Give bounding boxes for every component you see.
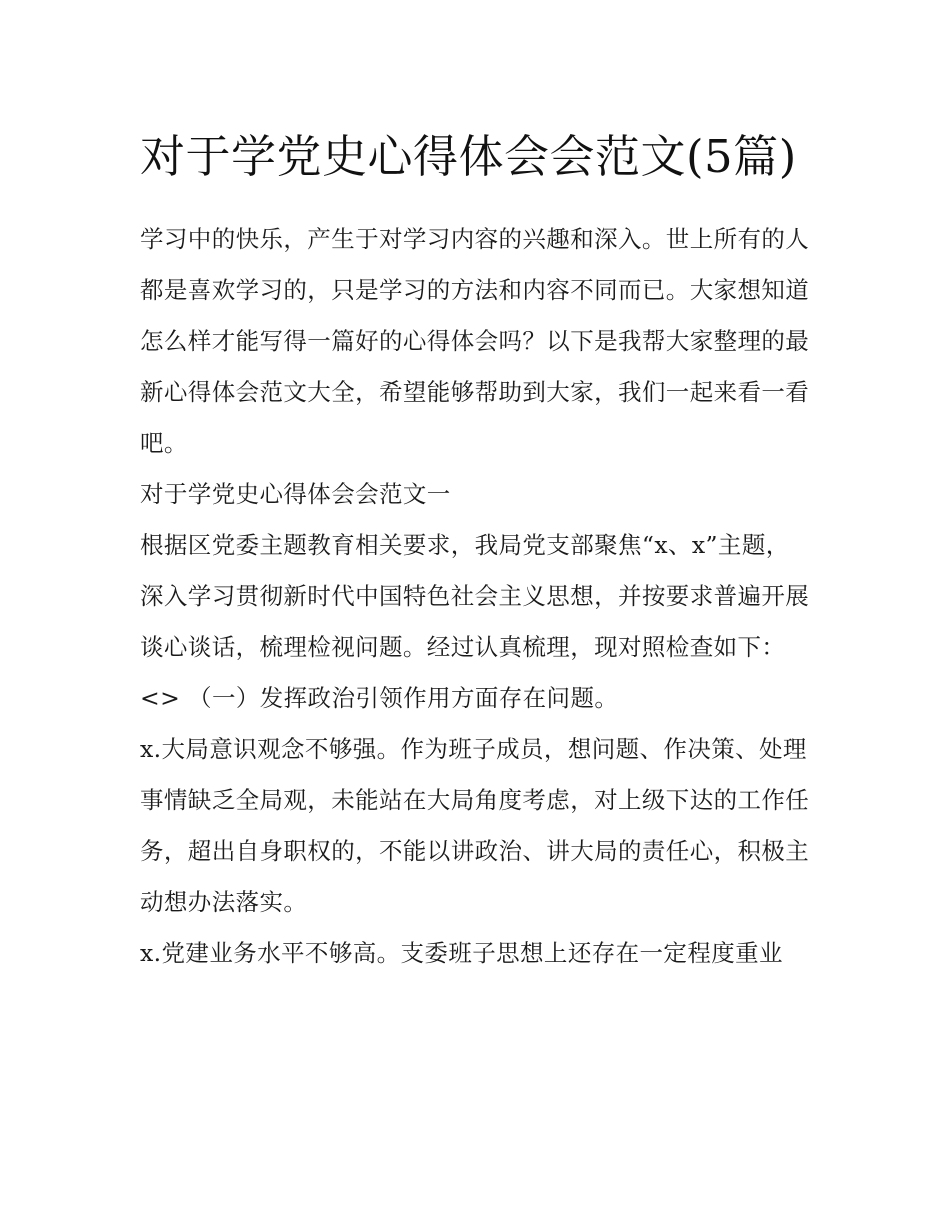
body-paragraph: x.大局意识观念不够强。作为班子成员，想问题、作决策、处理事情缺乏全局观，未能站在大局角度考虑，对上级下达的工作任务，超出自身职权的，不能以讲政治、讲大局的责任心，积极主动想办法落实。 <box>140 735 810 916</box>
body-paragraph: x.党建业务水平不够高。支委班子思想上还存在一定程度重业 <box>140 939 783 967</box>
document-body <box>140 118 812 979</box>
subheading-paragraph: <> （一）发挥政治引领作用方面存在问题。 <box>140 684 619 712</box>
document-title: 对于学党史心得体会会范文(5篇) <box>140 130 797 183</box>
section-heading: 对于学党史心得体会会范文一 <box>140 480 451 508</box>
body-paragraph: 根据区党委主题教育相关要求，我局党支部聚焦“x、x”主题，深入学习贯彻新时代中国特色社会主义思想，并按要求普遍开展谈心谈话，梳理检视问题。经过认真梳理，现对照检查如下： <box>140 531 810 661</box>
intro-paragraph: 学习中的快乐，产生于对学习内容的兴趣和深入。世上所有的人都是喜欢学习的，只是学习的方法和内容不同而已。大家想知道怎么样才能写得一篇好的心得体会吗？以下是我帮大家整理的最新心得体会范文大全，希望能够帮助到大家，我们一起来看一看吧。 <box>140 225 810 457</box>
